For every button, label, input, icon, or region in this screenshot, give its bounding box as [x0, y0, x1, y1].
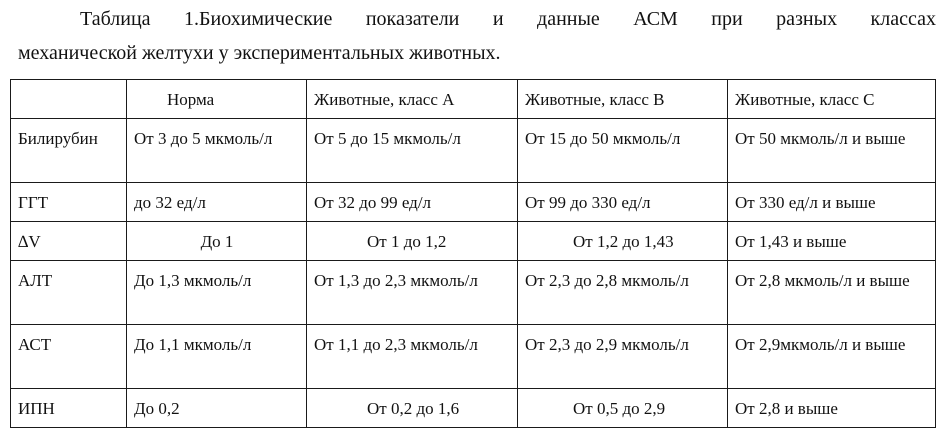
table-cell: От 0,2 до 1,6: [307, 389, 518, 428]
table-cell: От 1 до 1,2: [307, 222, 518, 261]
table-cell: До 1,3 мкмоль/л: [127, 261, 307, 325]
table-cell: От 2,9мкмоль/л и выше: [728, 325, 936, 389]
header-cell-class-b: Животные, класс В: [518, 80, 728, 119]
header-cell-class-c: Животные, класс С: [728, 80, 936, 119]
table-cell: От 3 до 5 мкмоль/л: [127, 119, 307, 183]
table-cell: От 0,5 до 2,9: [518, 389, 728, 428]
table-cell: От 1,3 до 2,3 мкмоль/л: [307, 261, 518, 325]
table-cell: До 1: [127, 222, 307, 261]
table-caption: [18, 0, 936, 70]
table-row-bilirubin: [11, 119, 936, 183]
table-cell: От 15 до 50 мкмоль/л: [518, 119, 728, 183]
biochemical-table: [10, 79, 936, 428]
header-cell-norm: Норма: [127, 80, 307, 119]
table-cell: От 32 до 99 ед/л: [307, 183, 518, 222]
caption-line-1: Таблица 1.Биохимические показатели и данные АСМ при разных классах: [80, 8, 936, 30]
table-cell: До 0,2: [127, 389, 307, 428]
table-cell: От 99 до 330 ед/л: [518, 183, 728, 222]
table-row-alt: [11, 261, 936, 325]
header-cell-class-a: Животные, класс А: [307, 80, 518, 119]
row-label: ГГТ: [11, 183, 127, 222]
table-cell: От 2,8 мкмоль/л и выше: [728, 261, 936, 325]
row-label: ИПН: [11, 389, 127, 428]
header-cell-empty: [11, 80, 127, 119]
table-cell: до 32 ед/л: [127, 183, 307, 222]
table-row-ggt: [11, 183, 936, 222]
table-cell: От 1,2 до 1,43: [518, 222, 728, 261]
table-cell: От 2,3 до 2,8 мкмоль/л: [518, 261, 728, 325]
table-row-ast: [11, 325, 936, 389]
row-label: Билирубин: [11, 119, 127, 183]
table-cell: От 1,43 и выше: [728, 222, 936, 261]
row-label: ∆V: [11, 222, 127, 261]
table-cell: От 5 до 15 мкмоль/л: [307, 119, 518, 183]
row-label: АСТ: [11, 325, 127, 389]
row-label: АЛТ: [11, 261, 127, 325]
table-cell: От 2,8 и выше: [728, 389, 936, 428]
table-cell: От 330 ед/л и выше: [728, 183, 936, 222]
table-cell: До 1,1 мкмоль/л: [127, 325, 307, 389]
table-cell: От 1,1 до 2,3 мкмоль/л: [307, 325, 518, 389]
table-cell: От 50 мкмоль/л и выше: [728, 119, 936, 183]
table-cell: От 2,3 до 2,9 мкмоль/л: [518, 325, 728, 389]
table-row-delta-v: [11, 222, 936, 261]
caption-line-2: механической желтухи у экспериментальных животных.: [18, 42, 501, 64]
table-header-row: [11, 80, 936, 119]
